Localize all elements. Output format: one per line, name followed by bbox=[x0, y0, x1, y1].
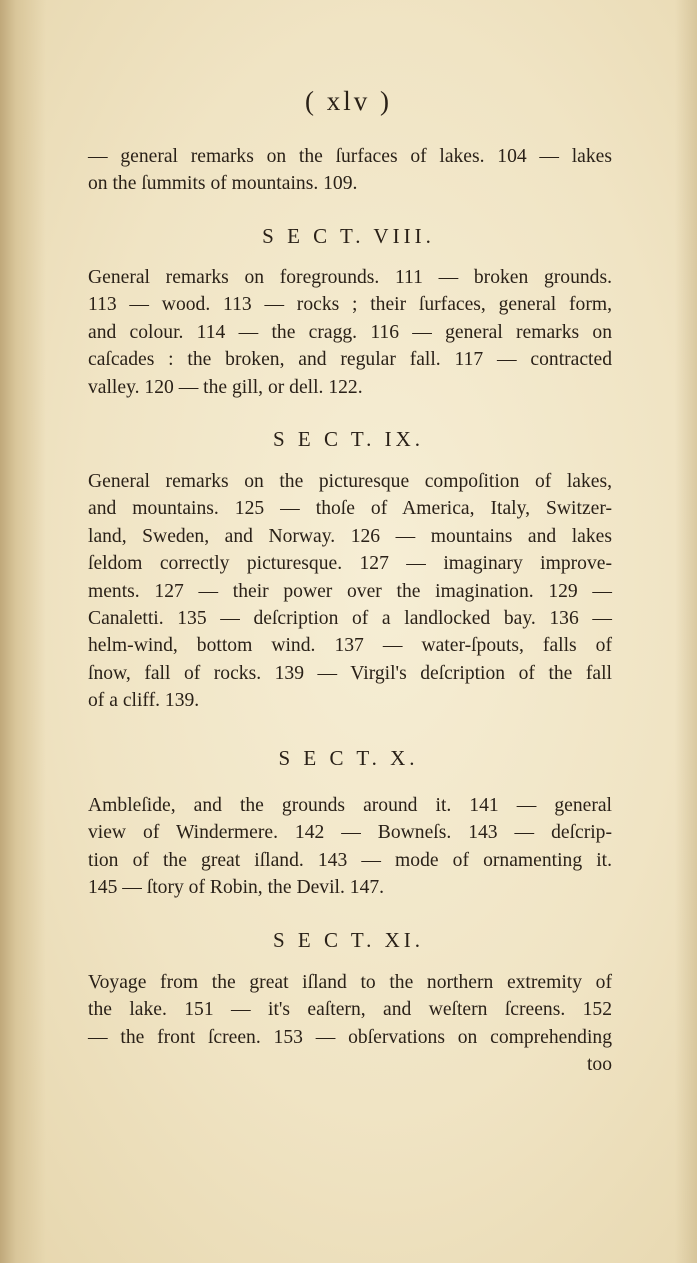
catchword: too bbox=[586, 1054, 612, 1076]
text-line: helm-wind, bottom wind. 137 — water-ſpouts, falls of bbox=[88, 635, 612, 657]
text-line: of a cliff. 139. bbox=[88, 690, 200, 712]
text-line: Ambleſide, and the grounds around it. 141 — general bbox=[88, 795, 612, 816]
text-line: land, Sweden, and Norway. 126 — mountains and lakes bbox=[88, 525, 612, 547]
continuation-paragraph bbox=[88, 143, 612, 198]
text-line: on the ſummits of mountains. 109. bbox=[88, 173, 358, 195]
text-line: ſnow, fall of rocks. 139 — Virgil's deſcription of the fall bbox=[88, 662, 612, 684]
page-number-heading: ( xlv ) bbox=[305, 86, 392, 116]
spine-shadow bbox=[0, 0, 46, 1263]
text-line: General remarks on the picturesque compoſition of lakes, bbox=[88, 471, 612, 492]
text-line: valley. 120 — the gill, or dell. 122. bbox=[88, 376, 363, 398]
section-heading-x: S E C T. X. bbox=[278, 746, 419, 770]
text-line: caſcades : the broken, and regular fall. 117 — contracted bbox=[88, 349, 612, 371]
text-line: and colour. 114 — the cragg. 116 — general remarks on bbox=[88, 321, 612, 343]
text-line: Canaletti. 135 — deſcription of a landlocked bay. 136 — bbox=[88, 607, 612, 629]
text-line: 113 — wood. 113 — rocks ; their ſurfaces, general form, bbox=[88, 294, 612, 316]
section-heading-ix: S E C T. IX. bbox=[272, 427, 425, 451]
text-line: ments. 127 — their power over the imagination. 129 — bbox=[88, 580, 612, 602]
section-heading-viii: S E C T. VIII. bbox=[262, 224, 435, 248]
text-line: 145 — ſtory of Robin, the Devil. 147. bbox=[88, 877, 385, 899]
text-line: tion of the great iſland. 143 — mode of ornamenting it. bbox=[88, 849, 612, 871]
text-line: ſeldom correctly picturesque. 127 — imaginary improve- bbox=[88, 553, 612, 575]
text-line: General remarks on foregrounds. 111 — broken grounds. bbox=[88, 267, 612, 288]
section-paragraph-ix bbox=[88, 468, 612, 715]
text-line: Voyage from the great iſland to the northern extremity of bbox=[88, 972, 612, 993]
text-line: the lake. 151 — it's eaſtern, and weſtern ſcreens. 152 bbox=[88, 999, 612, 1021]
text-line: and mountains. 125 — thoſe of America, Italy, Switzer- bbox=[88, 498, 612, 520]
section-paragraph-viii bbox=[88, 264, 612, 401]
text-line: — general remarks on the ſurfaces of lakes. 104 — lakes bbox=[88, 146, 612, 167]
text-line: — the front ſcreen. 153 — obſervations on comprehending bbox=[88, 1026, 612, 1048]
section-paragraph-x bbox=[88, 792, 612, 902]
page-edge-shadow bbox=[675, 0, 697, 1263]
section-paragraph-xi bbox=[88, 969, 612, 1079]
text-line: view of Windermere. 142 — Bowneſs. 143 — deſcrip- bbox=[88, 822, 612, 844]
section-heading-xi: S E C T. XI. bbox=[272, 928, 425, 952]
